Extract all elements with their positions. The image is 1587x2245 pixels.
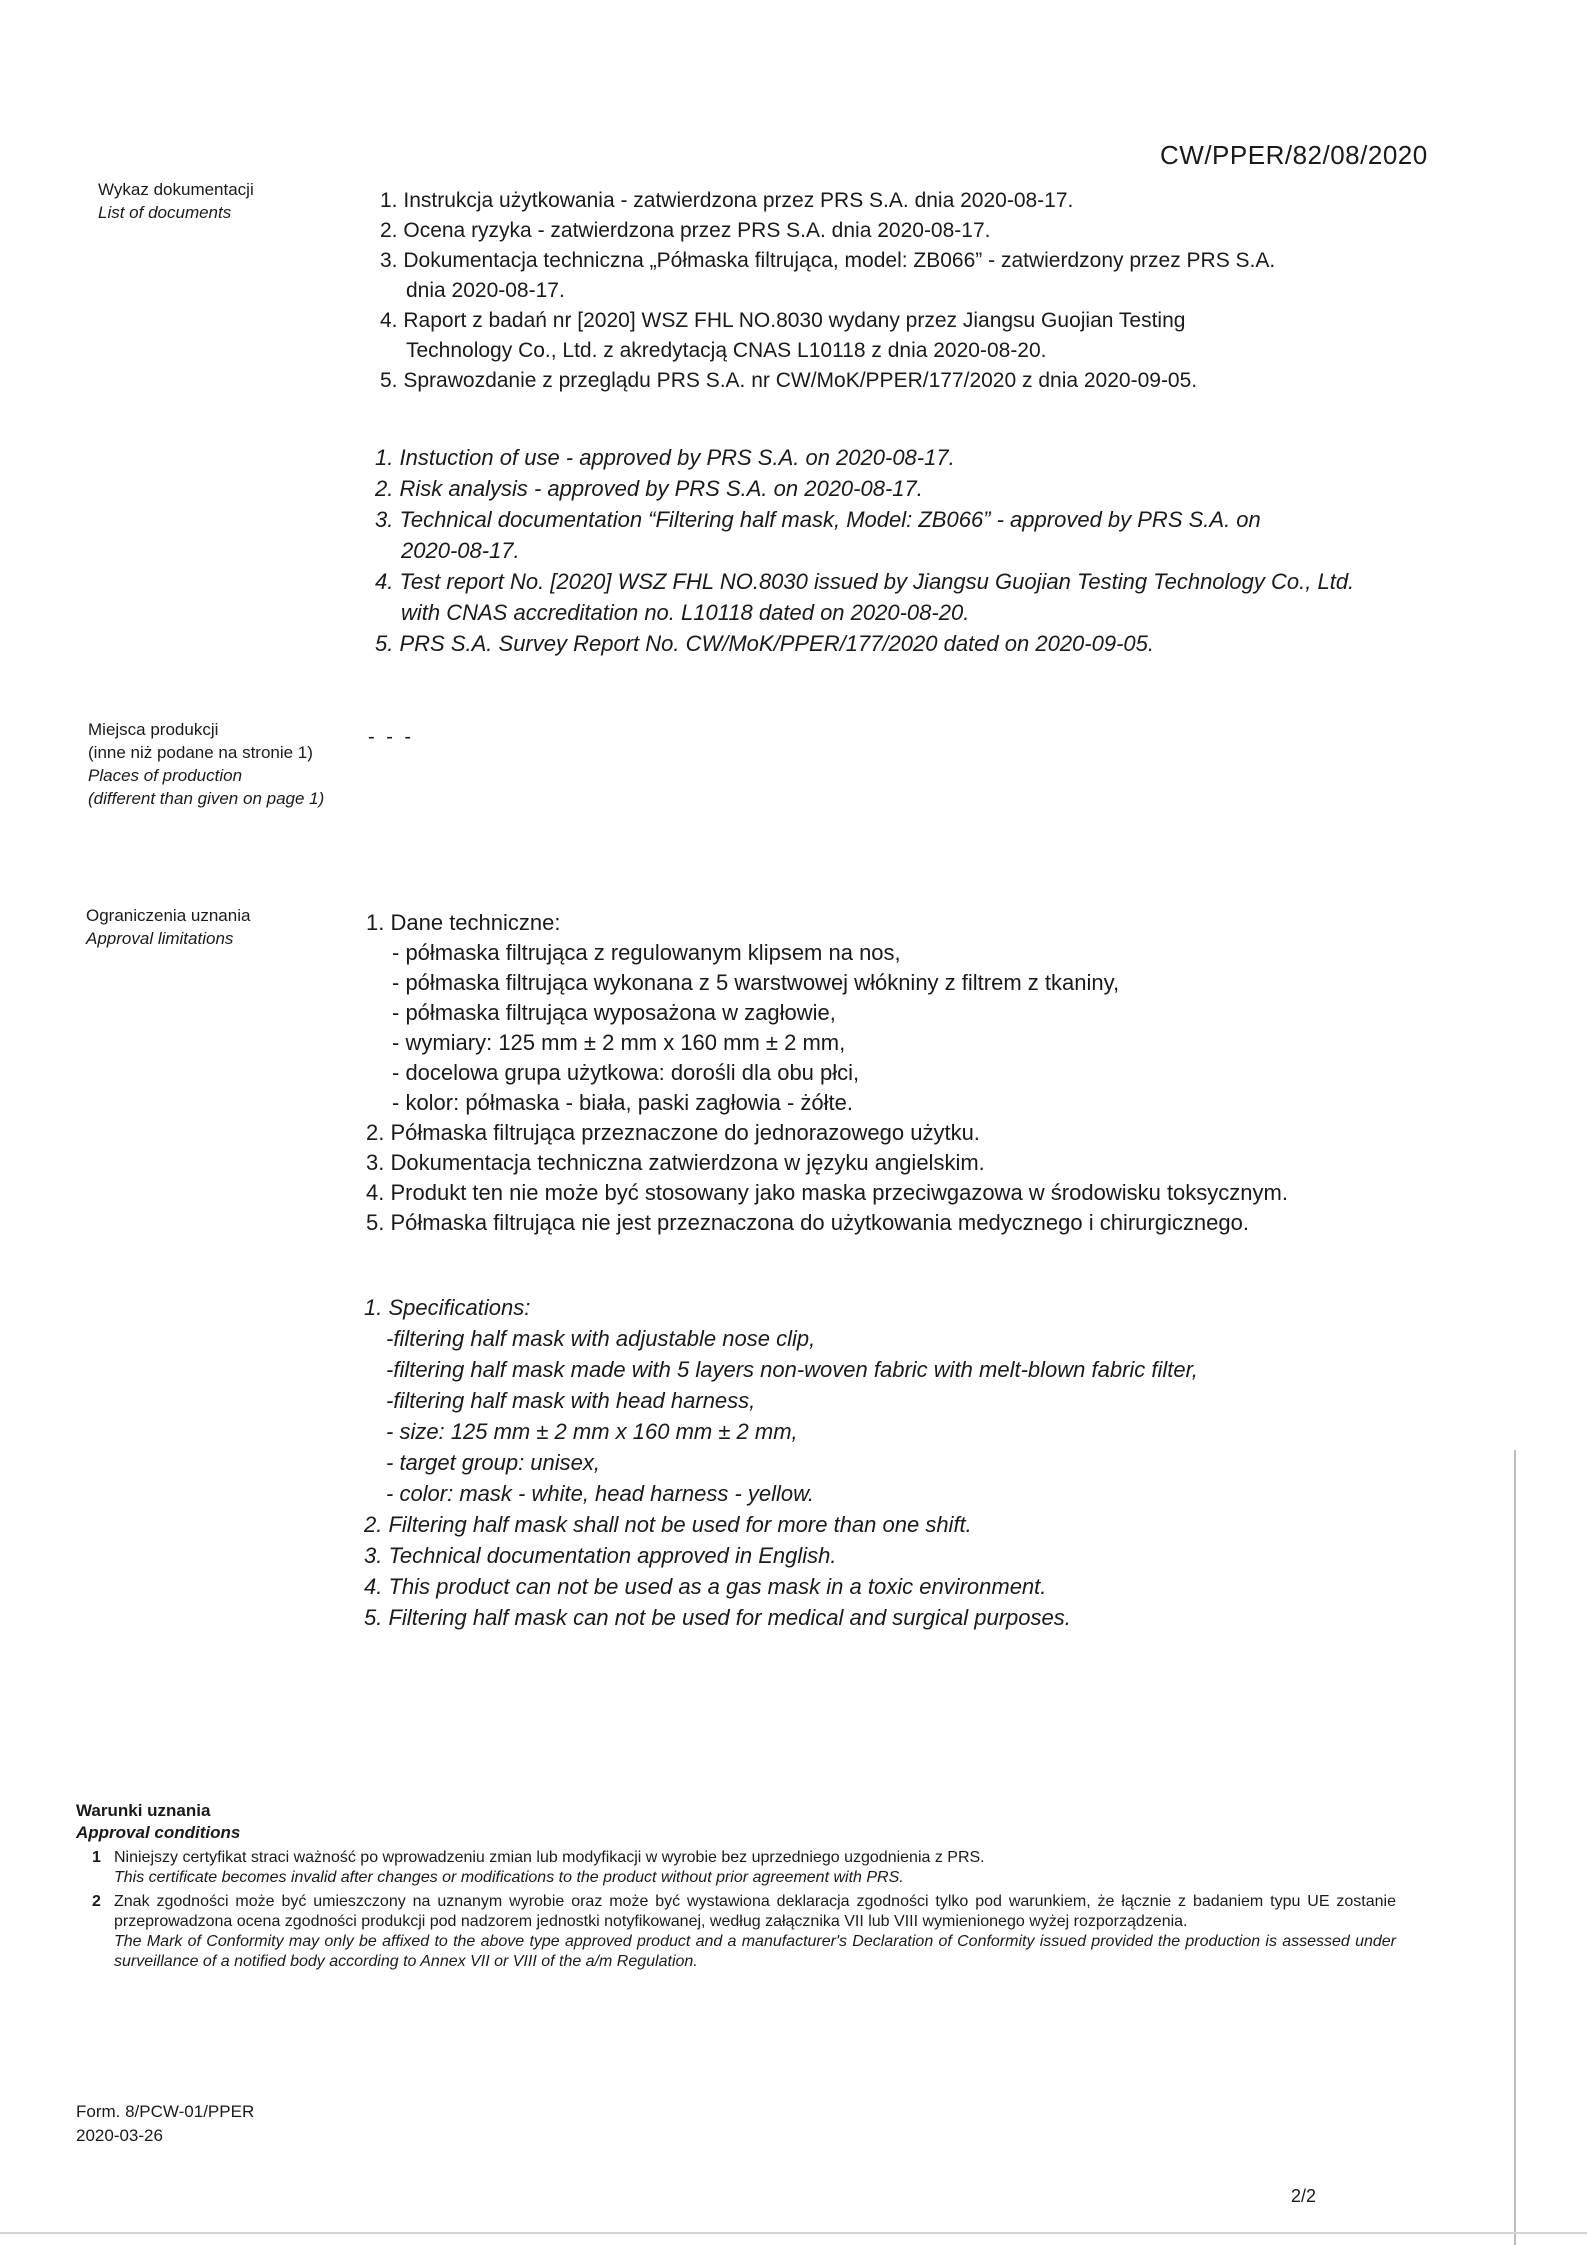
list-item: - półmaska filtrująca wykonana z 5 warstwowej włókniny z filtrem z tkaniny, bbox=[392, 970, 1120, 995]
list-item: - color: mask - white, head harness - yellow. bbox=[386, 1481, 814, 1506]
list-item: - półmaska filtrująca wyposażona w zagłowie, bbox=[392, 1000, 836, 1025]
scan-edge-line bbox=[1514, 1450, 1516, 2245]
list-item: - półmaska filtrująca z regulowanym klipsem na nos, bbox=[392, 940, 901, 965]
list-item: 4. Produkt ten nie może być stosowany jako maska przeciwgazowa w środowisku toksycznym. bbox=[366, 1180, 1288, 1205]
scan-edge-line-bottom bbox=[0, 2232, 1587, 2234]
conditions-title-pl: Warunki uznania bbox=[76, 1801, 211, 1820]
list-item: 2. Filtering half mask shall not be used for more than one shift. bbox=[364, 1512, 972, 1537]
list-item: - wymiary: 125 mm ± 2 mm x 160 mm ± 2 mm, bbox=[392, 1030, 846, 1055]
documentation-label bbox=[98, 178, 254, 224]
list-item: 4. Test report No. [2020] WSZ FHL NO.8030 issued by Jiangsu Guojian Testing Technology Co., Ltd. with CNAS accreditation no. L10118 dated on 2020-08-20. bbox=[375, 569, 1355, 625]
list-item: 5. Filtering half mask can not be used for medical and surgical purposes. bbox=[364, 1605, 1071, 1630]
list-item: 1. Instrukcja użytkowania - zatwierdzona przez PRS S.A. dnia 2020-08-17. bbox=[380, 189, 1074, 212]
list-item: -filtering half mask with adjustable nose clip, bbox=[386, 1326, 816, 1351]
limitations-list-pl bbox=[366, 908, 1496, 1238]
documentation-list-en bbox=[375, 442, 1505, 659]
conditions-title-en: Approval conditions bbox=[76, 1823, 241, 1842]
list-item: 4. This product can not be used as a gas mask in a toxic environment. bbox=[364, 1574, 1047, 1599]
list-item: 2. Półmaska filtrująca przeznaczone do jednorazowego użytku. bbox=[366, 1120, 980, 1145]
list-item: 1. Specifications: bbox=[364, 1295, 531, 1320]
page-number: 2/2 bbox=[1291, 2186, 1317, 2206]
approval-conditions bbox=[76, 1800, 1396, 1972]
list-item: 4. Raport z badań nr [2020] WSZ FHL NO.8030 wydany przez Jiangsu Guojian Testing Technology Co., Ltd. z akredytacją CNAS L10118 z dnia 2020-08-20. bbox=[380, 309, 1186, 362]
list-item: 3. Technical documentation “Filtering half mask, Model: ZB066” - approved by PRS S.A. on 2020-08-17. bbox=[375, 507, 1261, 563]
documentation-label-en: List of documents bbox=[98, 203, 232, 222]
list-item: 3. Dokumentacja techniczna zatwierdzona w języku angielskim. bbox=[366, 1150, 985, 1175]
list-item: 5. Sprawozdanie z przeglądu PRS S.A. nr CW/MoK/PPER/177/2020 z dnia 2020-09-05. bbox=[380, 369, 1198, 392]
list-item: 5. Półmaska filtrująca nie jest przeznaczona do użytkowania medycznego i chirurgicznego. bbox=[366, 1210, 1249, 1235]
list-item: -filtering half mask with head harness, bbox=[386, 1388, 756, 1413]
documentation-label-pl: Wykaz dokumentacji bbox=[98, 180, 254, 199]
list-item: -filtering half mask made with 5 layers non-woven fabric with melt-blown fabric filter, bbox=[386, 1357, 1198, 1382]
list-item: 1. Instuction of use - approved by PRS S.A. on 2020-08-17. bbox=[375, 445, 955, 470]
list-item: 3. Technical documentation approved in English. bbox=[364, 1543, 837, 1568]
list-item: - size: 125 mm ± 2 mm x 160 mm ± 2 mm, bbox=[386, 1419, 798, 1444]
list-item: 5. PRS S.A. Survey Report No. CW/MoK/PPER/177/2020 dated on 2020-09-05. bbox=[375, 631, 1154, 656]
production-label: Miejsca produkcji (inne niż podane na stronie 1) Places of production (different than given on page 1) bbox=[88, 720, 325, 808]
list-item: - docelowa grupa użytkowa: dorośli dla obu płci, bbox=[392, 1060, 860, 1085]
form-reference: Form. 8/PCW-01/PPER 2020-03-26 bbox=[76, 2102, 255, 2145]
limitations-label: Ograniczenia uznania Approval limitations bbox=[86, 906, 251, 948]
list-item: 2. Ocena ryzyka - zatwierdzona przez PRS S.A. dnia 2020-08-17. bbox=[380, 219, 991, 242]
documentation-list-pl bbox=[380, 186, 1500, 396]
list-item: 1. Dane techniczne: bbox=[366, 910, 561, 935]
list-item: - kolor: półmaska - biała, paski zagłowia - żółte. bbox=[392, 1090, 853, 1115]
list-item: - target group: unisex, bbox=[386, 1450, 601, 1475]
certificate-number: CW/PPER/82/08/2020 bbox=[1160, 140, 1428, 170]
production-value: - - - bbox=[368, 726, 415, 748]
limitations-list-en bbox=[364, 1292, 1494, 1633]
condition-item: 1 Niniejszy certyfikat straci ważność po wprowadzeniu zmian lub modyfikacji w wyrobie bez uprzedniego uzgodnienia z PRS. This certificate becomes invalid after changes or modifications to the product without prior agreement with PRS. bbox=[92, 1849, 985, 1886]
list-item: 3. Dokumentacja techniczna „Półmaska filtrująca, model: ZB066” - zatwierdzony przez PRS S.A. dnia 2020-08-17. bbox=[380, 249, 1276, 302]
condition-item: 2 Znak zgodności może być umieszczony na uznanym wyrobie oraz może być wystawiona deklaracja zgodności tylko pod warunkiem, że łącznie z badaniem typu UE zostanie przeprowadzona ocena zgodności produkcji pod nadzorem jednostki notyfikowanej, według załącznika VII lub VIII wymienionego wyżej rozporządzenia. The Mark of Conformity may only be affixed to the above type approved product and a manufacturer's Declaration of Conformity issued provided the production is assessed under surveillance of a notified body according to Annex VII or VIII of the a/m Regulation. bbox=[92, 1893, 1396, 1970]
list-item: 2. Risk analysis - approved by PRS S.A. on 2020-08-17. bbox=[375, 476, 923, 501]
